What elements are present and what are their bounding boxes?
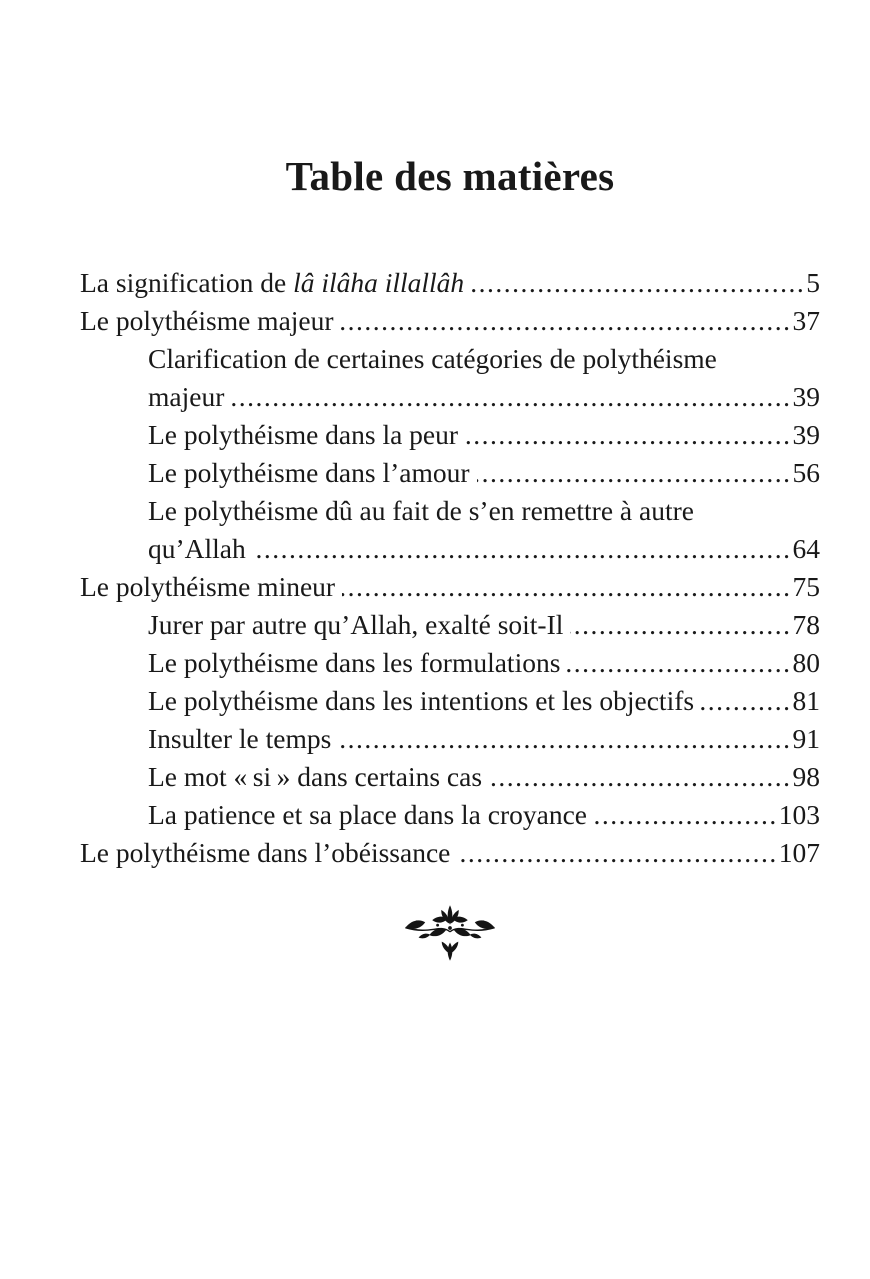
toc-entry	[80, 302, 820, 340]
dot-leader	[701, 682, 791, 720]
toc-entry	[80, 682, 820, 720]
dot-leader	[465, 416, 791, 454]
toc-page-number: 64	[792, 533, 820, 564]
toc-entry-text: Le mot « si » dans certains cas	[148, 761, 483, 792]
toc-entry-text: Jurer par autre qu’Allah, exalté soit-Il	[148, 609, 564, 640]
toc-entry	[80, 340, 820, 416]
toc-entry-line	[80, 834, 820, 872]
dot-leader	[342, 568, 791, 606]
toc-list	[80, 264, 820, 872]
toc-entry-text: Le polythéisme dû au fait de s’en remettre à autre	[148, 495, 694, 526]
toc-entry	[80, 796, 820, 834]
toc-entry-text: Le polythéisme mineur	[80, 571, 336, 602]
dot-leader	[338, 720, 791, 758]
page-title: Table des matières	[285, 153, 615, 199]
toc-entry-text: majeur	[148, 381, 225, 412]
toc-page-number: 98	[792, 761, 820, 792]
toc-page-number: 5	[806, 267, 820, 298]
toc-entry-text: Le polythéisme dans l’obéissance	[80, 837, 451, 868]
toc-entry-text: Le polythéisme dans l’amour	[148, 457, 470, 488]
toc-entry-text: Le polythéisme dans les intentions et les objectifs	[148, 685, 695, 716]
toc-page-number: 56	[792, 457, 820, 488]
toc-entry-line	[80, 302, 820, 340]
toc-entry-line	[148, 340, 820, 378]
toc-entry-line	[80, 568, 820, 606]
toc-page-number: 37	[792, 305, 820, 336]
toc-entry-line	[148, 796, 820, 834]
floral-ornament-icon	[400, 902, 500, 964]
dot-leader	[457, 834, 777, 872]
toc-page-number: 107	[778, 837, 820, 868]
dot-leader	[477, 454, 792, 492]
toc-entry-text: Le polythéisme dans les formulations	[148, 647, 561, 678]
dot-leader	[594, 796, 778, 834]
toc-entry-line	[148, 492, 820, 530]
toc-page-number: 80	[792, 647, 820, 678]
book-page	[0, 148, 870, 1279]
toc-entry-text: La patience et sa place dans la croyance	[148, 799, 587, 830]
toc-entry-line	[148, 378, 820, 416]
toc-entry-line	[148, 644, 820, 682]
toc-page-number: 81	[792, 685, 820, 716]
toc-entry-text: Clarification de certaines catégories de polythéisme	[148, 343, 717, 374]
toc-page-number: 78	[792, 609, 820, 640]
ornament-container	[80, 902, 820, 969]
toc-entry	[80, 492, 820, 568]
dot-leader	[489, 758, 791, 796]
toc-entry-line	[148, 530, 820, 568]
toc-entry-text: Le polythéisme majeur	[80, 305, 334, 336]
toc-entry	[80, 644, 820, 682]
toc-entry	[80, 568, 820, 606]
toc-entry-text: qu’Allah	[148, 533, 246, 564]
toc-page-number: 91	[792, 723, 820, 754]
toc-page-number: 39	[792, 381, 820, 412]
toc-entry-line	[148, 758, 820, 796]
toc-entry-line	[148, 606, 820, 644]
dot-leader	[471, 264, 805, 302]
toc-entry-line	[148, 416, 820, 454]
toc-entry-text: La signification de lâ ilâha illallâh	[80, 267, 465, 298]
toc-entry-line	[80, 264, 820, 302]
toc-entry-line	[148, 682, 820, 720]
toc-entry	[80, 264, 820, 302]
toc-entry-text: Insulter le temps	[148, 723, 332, 754]
toc-entry-line	[148, 454, 820, 492]
dot-leader	[570, 606, 791, 644]
toc-page-number: 75	[792, 571, 820, 602]
toc-entry	[80, 758, 820, 796]
toc-entry	[80, 720, 820, 758]
dot-leader	[567, 644, 791, 682]
toc-entry-line	[148, 720, 820, 758]
toc-entry-text-italic: lâ ilâha illallâh	[293, 267, 465, 298]
toc-page-number: 39	[792, 419, 820, 450]
toc-page-number: 103	[778, 799, 820, 830]
dot-leader	[341, 302, 792, 340]
dot-leader	[253, 530, 792, 568]
dot-leader	[231, 378, 791, 416]
toc-entry	[80, 416, 820, 454]
toc-entry-text: Le polythéisme dans la peur	[148, 419, 459, 450]
toc-entry	[80, 606, 820, 644]
toc-entry	[80, 834, 820, 872]
toc-entry	[80, 454, 820, 492]
